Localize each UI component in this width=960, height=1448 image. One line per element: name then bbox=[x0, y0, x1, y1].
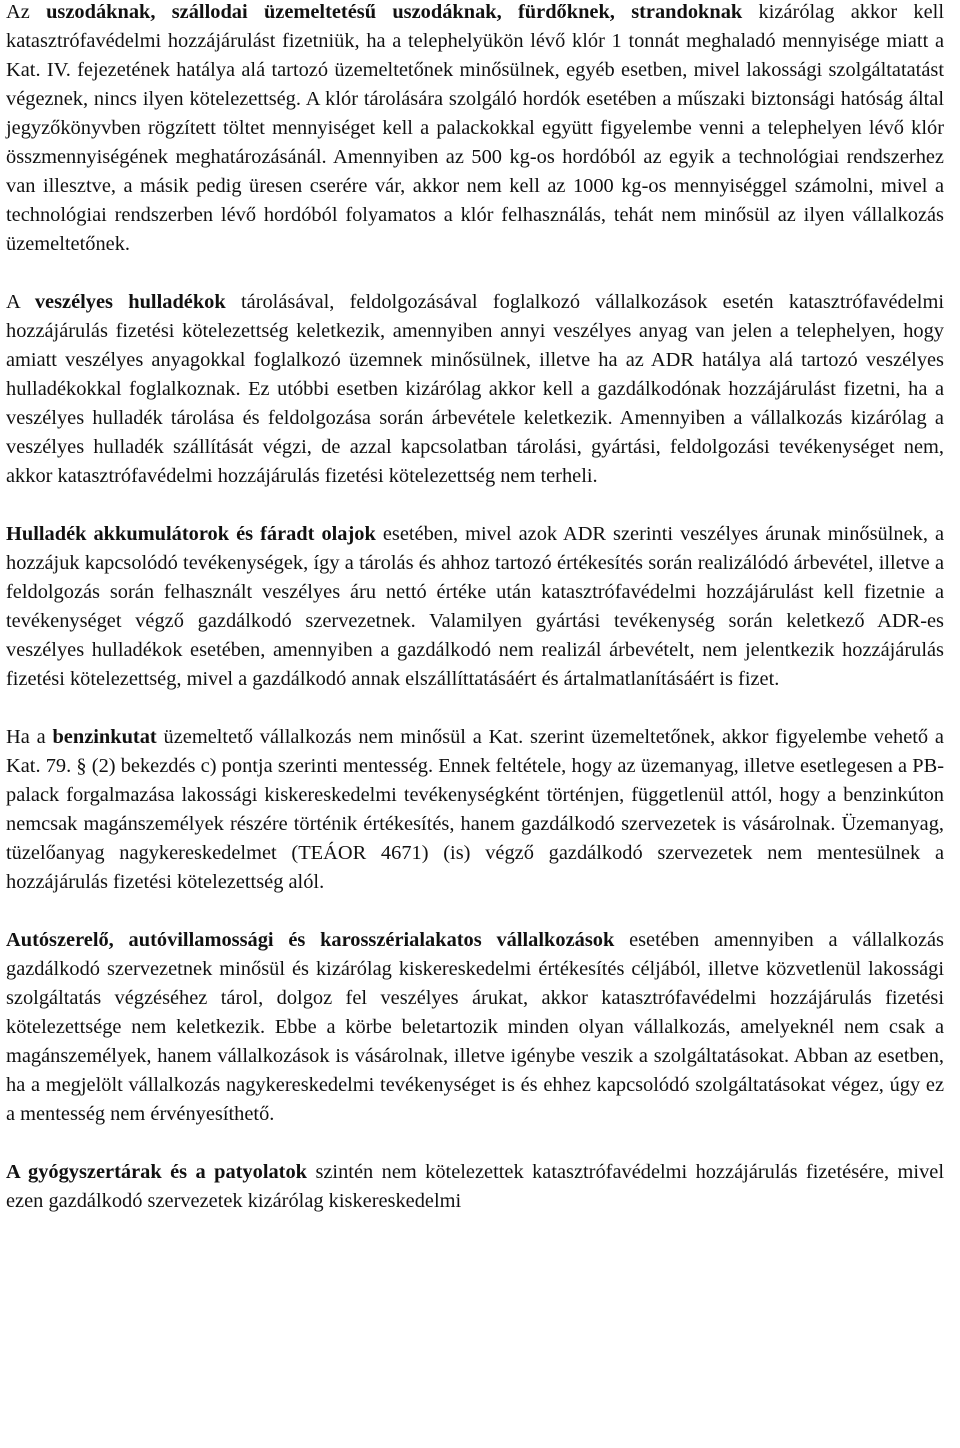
paragraph-autoszerelo bbox=[6, 926, 944, 1129]
bold-term: benzinkutat bbox=[52, 726, 157, 748]
paragraph-benzinkut bbox=[6, 723, 944, 897]
text-run: tárolásával, feldolgozásával foglalkozó vállalkozások esetén katasztrófavédelmi hozzájárulás fizetési kötelezettség keletkezik, amennyiben annyi veszélyes anyag van jelen a telephelyen, hogy amiatt veszélyes anyagokkal foglalkozó üzemnek minősülnek, illetve ha az ADR hatálya alá tartozó veszélyes hulladékokkal foglalkoznak. Ez utóbbi esetben kizárólag akkor kell a gazdálkodónak hozzájárulást fizetni, ha a veszélyes hulladék tárolása és feldolgozása során árbevétele keletkezik. Amennyiben a vállalkozás kizárólag a veszélyes hulladék szállítását végzi, de azzal kapcsolatban tárolási, gyártási, feldolgozási tevékenységet nem, akkor katasztrófavédelmi hozzájárulás fizetési kötelezettség nem terheli. bbox=[6, 291, 944, 487]
bold-term: A gyógyszertárak és a patyolatok bbox=[6, 1161, 308, 1183]
text-run: üzemeltető vállalkozás nem minősül a Kat. szerint üzemeltetőnek, akkor figyelembe vehető a Kat. 79. § (2) bekezdés c) pontja szerinti mentesség. Ennek feltétele, hogy az üzemanyag, illetve esetlegesen a PB-palack forgalmazása lakossági kiskereskedelmi tevékenységként történjen, függetlenül attól, hogy a benzinkúton nemcsak magánszemélyek részére történik értékesítés, hanem gazdálkodó szervezetek is vásárolnak. Üzemanyag, tüzelőanyag nagykereskedelmet (TEÁOR 4671) (is) végző gazdálkodó szervezetek nem mentesülnek a hozzájárulás fizetési kötelezettség alól. bbox=[6, 726, 944, 893]
bold-term: Autószerelő, autóvillamossági és karosszérialakatos vállalkozások bbox=[6, 929, 615, 951]
paragraph-gyogyszertarak bbox=[6, 1158, 944, 1216]
paragraph-veszelyes-hulladekok bbox=[6, 288, 944, 491]
bold-term: uszodáknak, szállodai üzemeltetésű uszodáknak, fürdőknek, strandoknak bbox=[46, 1, 743, 23]
text-run: szintén nem kötelezettek katasztrófavédelmi hozzájárulás fizetésére, mivel ezen gazdálkodó szervezetek kizárólag kiskereskedelmi bbox=[6, 1161, 944, 1212]
bold-term: veszélyes hulladékok bbox=[34, 291, 226, 313]
text-run: A bbox=[6, 291, 35, 313]
text-run: esetében, mivel azok ADR szerinti veszélyes árunak minősülnek, a hozzájuk kapcsolódó tevékenységek, így a tárolás és ahhoz tartozó értékesítés során realizálódó árbevétel, illetve a feldolgozás során felhasznált veszélyes áru nettó értéke után katasztrófavédelmi hozzájárulást kell fizetnie a tevékenységet végző gazdálkodó szervezetnek. Valamilyen gyártási tevékenység során keletkező ADR-es veszélyes hulladékok esetében, amennyiben a gazdálkodó nem realizál árbevételt, nem jelentkezik hozzájárulás fizetési kötelezettség, mivel a gazdálkodó annak elszállíttatásáért és ártalmatlanításáért is fizet. bbox=[6, 523, 944, 690]
paragraph-akkumulatorok bbox=[6, 520, 944, 694]
document-page bbox=[6, 0, 944, 1216]
text-run: kizárólag akkor kell katasztrófavédelmi hozzájárulást fizetniük, ha a telephelyükön lévő klór 1 tonnát meghaladó mennyisége miatt a Kat. IV. fejezetének hatálya alá tartozó üzemeltetőnek minősülnek, egyéb esetben, mivel lakossági szolgáltatatást végeznek, nincs ilyen kötelezettség. A klór tárolására szolgáló hordók esetében a műszaki biztonsági hatóság által jegyzőkönyvben rögzített töltet mennyiséget kell a palackokkal együtt figyelembe venni a telephelyen lévő klór összmennyiségének meghatározásánál. Amennyiben az 500 kg-os hordóból az egyik a technológiai rendszerhez van illesztve, a másik pedig üresen cserére vár, akkor nem kell az 1000 kg-os mennyiséggel számolni, mivel a technológiai rendszerben lévő hordóból folyamatos a klór felhasználás, tehát nem minősül az ilyen vállalkozás üzemeltetőnek. bbox=[6, 1, 945, 255]
text-run: Ha a bbox=[6, 726, 53, 748]
text-run: esetében amennyiben a vállalkozás gazdálkodó szervezetnek minősül és kizárólag kiskereskedelmi értékesítés céljából, illetve közvetlenül lakossági szolgáltatás végzéséhez tárol, dolgoz fel veszélyes árukat, akkor katasztrófavédelmi hozzájárulás fizetési kötelezettsége nem keletkezik. Ebbe a körbe beletartozik minden olyan vállalkozás, amelyeknél nem csak a magánszemélyek, hanem vállalkozások is vásárolnak, illetve igénybe veszik a szolgáltatásokat. Abban az esetben, ha a megjelölt vállalkozás nagykereskedelmi tevékenységet is és ehhez kapcsolódó szolgáltatásokat végez, úgy ez a mentesség nem érvényesíthető. bbox=[6, 929, 944, 1125]
paragraph-uszodak bbox=[6, 0, 944, 259]
text-run: Az bbox=[6, 1, 47, 23]
bold-term: Hulladék akkumulátorok és fáradt olajok bbox=[6, 523, 376, 545]
